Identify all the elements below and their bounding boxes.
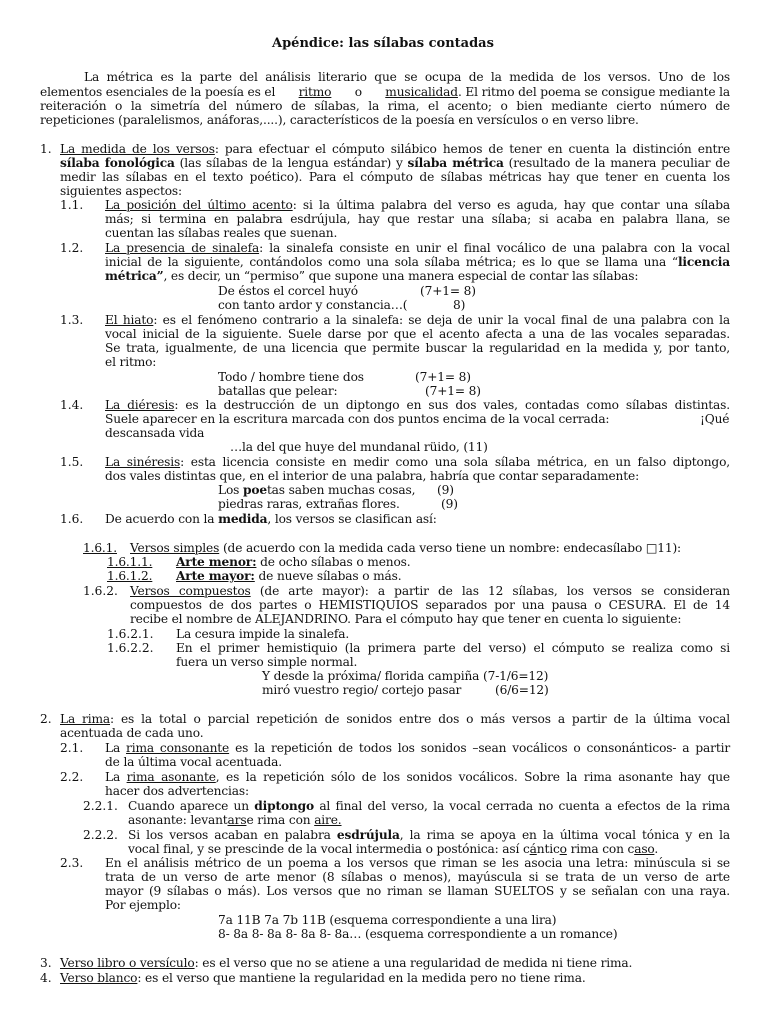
subsection-number: 1.1.: [60, 198, 84, 212]
s12-line-3: [105, 269, 638, 283]
s222-line-1: [128, 828, 730, 842]
s12-line-1: [105, 241, 730, 255]
s1622-line-2: fuera un verso simple normal.: [176, 655, 358, 669]
subsection-number: 1.3.: [60, 313, 84, 327]
rhyme-highlight: aso: [634, 842, 655, 856]
section-number: 2.: [40, 712, 52, 726]
s11-line-2: más; si termina en palabra esdrújula, hay que restar una sílaba; si acaba en palabra llana, se: [105, 212, 730, 226]
s222-text: , la rima se apoya en la última vocal tónica y en la: [399, 828, 730, 842]
term-bold: esdrújula: [336, 828, 400, 842]
intro-line-1: La métrica es la parte del análisis literario que se ocupa de la medida de los versos. Uno de los: [84, 70, 730, 84]
subsection-heading: La presencia de sinalefa: [105, 241, 260, 255]
verse-example: [218, 483, 415, 497]
syllable-count: (6/6=12): [495, 683, 549, 697]
section-heading: La rima: [60, 712, 110, 726]
subsection-number: 1.4.: [60, 398, 84, 412]
s221-text: al final del verso, la vocal cerrada no cuenta a efectos de la rima: [314, 799, 730, 813]
subsection-number: 1.6.2.: [83, 584, 118, 598]
s2-line-2: acentuada de cada uno.: [60, 726, 204, 740]
syllable-count: (7+1= 8): [420, 284, 476, 298]
subsection-number: 1.6.: [60, 512, 84, 526]
syllable-count: (7+1= 8): [415, 370, 471, 384]
s15-line-1: [105, 455, 730, 469]
s11-text: : si la última palabra del verso es aguda, hay que contar una sílaba: [292, 198, 730, 212]
s1-text: : para efectuar el cómputo silábico hemos de tener en cuenta la distinción entre: [214, 142, 731, 156]
s16-text: De acuerdo con la: [105, 512, 219, 526]
term-bold: licencia: [677, 255, 730, 269]
subsection-heading: El hiato: [105, 313, 154, 327]
term-bold: diptongo: [254, 799, 314, 813]
s1621-line: La cesura impide la sinalefa.: [176, 627, 350, 641]
subsection-number: 2.2.1.: [83, 799, 118, 813]
s221-text: asonante: levant: [128, 813, 228, 827]
s23-line-1: En el análisis métrico de un poema a los versos que riman se les asocia una letra: minúscula si se: [105, 856, 730, 870]
section-heading: La medida de los versos: [60, 142, 215, 156]
intro-line-3: reiteración o la simetría del número de sílabas, la rima, el acento; o bien mediante cierto número de: [40, 99, 730, 113]
term-bold: Arte mayor:: [176, 569, 255, 583]
verse-example: Y desde la próxima/ florida campiña (7-1/6=12): [262, 669, 549, 683]
s2-line-1: [60, 712, 730, 726]
verse-example: miró vuestro regio/ cortejo pasar: [262, 683, 462, 697]
subsection-heading: rima asonante: [126, 770, 216, 784]
s1611-line: [176, 555, 410, 569]
subsection-number: 1.6.1.: [83, 541, 117, 555]
term-bold: medida: [218, 512, 268, 526]
subsection-number: 1.6.2.2.: [107, 641, 154, 655]
subsection-number: 2.2.2.: [83, 828, 118, 842]
subsection-heading: La diéresis: [105, 398, 175, 412]
s21-text: es la repetición de todos los sonidos –sean vocálicos o consonánticos- a partir: [229, 741, 730, 755]
verse-example: De éstos el corcel huyó: [218, 284, 358, 298]
verse-example: Todo / hombre tiene dos: [218, 370, 364, 384]
rhyme-scheme: 7a 11B 7a 7b 11B (esquema correspondiente a una lira): [218, 913, 557, 927]
s162-line-3: recibe el nombre de ALEJANDRINO. Para el cómputo hay que tener en cuenta lo siguiente:: [130, 612, 682, 626]
s222-text: vocal final, y se prescinde de la vocal intermedia o postónica: así c: [128, 842, 530, 856]
s2-text: : es la total o parcial repetición de sonidos entre dos o más versos a partir de la última vocal: [110, 712, 730, 726]
s14-line-2-end: ¡Qué: [700, 412, 730, 426]
s13-line-2: vocal inicial de la siguiente. Suele darse por que el acento afecta a una de las vocales separadas.: [105, 327, 730, 341]
section-heading: Verso libro o versículo: [60, 956, 195, 970]
rhyme-highlight: ars: [227, 813, 247, 827]
syllable-count: (9): [437, 483, 454, 497]
s21-text: La: [105, 741, 127, 755]
s4-line: [60, 971, 586, 985]
s23-line-4: Por ejemplo:: [105, 898, 181, 912]
s12-text: : la sinalefa consiste en unir el final vocálico de una palabra con la vocal: [259, 241, 730, 255]
subsection-number: 1.5.: [60, 455, 84, 469]
s22-text: , es la repetición sólo de los sonidos vocálicos. Sobre la rima asonante hay que: [215, 770, 730, 784]
intro-text: . El ritmo del poema se consigue mediante la: [457, 85, 730, 99]
section-heading: Verso blanco: [60, 971, 138, 985]
s1612-line: [176, 569, 402, 583]
s14-text: : es la destrucción de un diptongo en sus dos vales, contadas como sílabas distintas.: [174, 398, 730, 412]
syllable-count: 8): [453, 298, 466, 312]
verse-text: tas saben muchas cosas,: [266, 483, 416, 497]
intro-text-wrap: [385, 85, 730, 99]
s221-text: e rima con: [246, 813, 315, 827]
s1622-line-1: En el primer hemistiquio (la primera parte del verso) el cómputo se realiza como si: [176, 641, 730, 655]
verse-text: Los: [218, 483, 243, 497]
rhyme-highlight: á: [529, 842, 537, 856]
s1-text: (las sílabas de la lengua estándar) y: [174, 156, 408, 170]
s222-text: ntic: [536, 842, 560, 856]
s13-line-3: Se trata, igualmente, de una licencia que permite buscar la regularidad en la medida y, por tanto,: [105, 341, 730, 355]
section-number: 3.: [40, 956, 52, 970]
s3-line: [60, 956, 632, 970]
s221-line-2: [128, 813, 342, 827]
s1-line-4: siguientes aspectos:: [60, 184, 182, 198]
s162-line-2: compuestos de dos partes o HEMISTIQUIOS separados por una pausa o CESURA. El de 14: [130, 598, 730, 612]
term-bold: Arte menor:: [176, 555, 257, 569]
subsection-number: 1.6.2.1.: [107, 627, 154, 641]
verse-example: con tanto ardor y constancia…(: [218, 298, 408, 312]
s12-text: , es decir, un “permiso” que supone una manera especial de contar las sílabas:: [163, 269, 639, 283]
s16-text: , los versos se clasifican así:: [267, 512, 437, 526]
s221-text: Cuando aparece un: [128, 799, 255, 813]
s12-line-2: [105, 255, 730, 269]
intro-ritmo: ritmo: [298, 85, 332, 99]
s22-line-1: [105, 770, 730, 784]
subsection-heading: La posición del último acento: [105, 198, 293, 212]
s22-line-2: hacer dos advertencias:: [105, 784, 249, 798]
s1612-text: de nueve sílabas o más.: [254, 569, 402, 583]
s161-line-1: [130, 541, 681, 555]
intro-line-2: [40, 85, 730, 99]
s23-line-2: trata de un verso de arte menor (8 sílabas o menos), mayúscula si se trata de un verso de arte: [105, 870, 730, 884]
rhyme-highlight: aire.: [314, 813, 342, 827]
s13-line-1: [105, 313, 730, 327]
syllable-count: (7+1= 8): [425, 384, 481, 398]
s162-line-1: [130, 584, 730, 598]
term-bold: sílaba fonológica: [60, 156, 175, 170]
subsection-heading: Versos simples: [130, 541, 220, 555]
intro-text: o: [354, 85, 362, 99]
s222-text: .: [654, 842, 659, 856]
subsection-number: 2.3.: [60, 856, 84, 870]
subsection-number: 2.1.: [60, 741, 84, 755]
s23-line-3: mayor (9 sílabas o más). Los versos que no riman se llaman SUELTOS y se señalan con una raya.: [105, 884, 730, 898]
subsection-number: 2.2.: [60, 770, 84, 784]
page-title: Apéndice: las sílabas contadas: [272, 36, 494, 51]
section-number: 1.: [40, 142, 52, 156]
s221-line-1: [128, 799, 730, 813]
verse-example: batallas que pelear:: [218, 384, 338, 398]
s14-line-3: descansada vida: [105, 426, 205, 440]
intro-line-4: repeticiones (paralelismos, anáforas,....), característicos de la poesía en versículos o en verso libre.: [40, 113, 639, 127]
subsection-number: 1.6.1.2.: [107, 569, 153, 583]
s11-line-3: cuentan las sílabas reales que suenan.: [105, 226, 338, 240]
s12-text: inicial de la siguiente, contándolos como una sola sílaba métrica; es lo que se llama una “: [105, 255, 678, 269]
s11-line-1: [105, 198, 730, 212]
intro-musicalidad: musicalidad: [385, 85, 458, 99]
s21-line-2: de la última vocal acentuada.: [105, 755, 283, 769]
verse-highlight: poe: [242, 483, 267, 497]
section-number: 4.: [40, 971, 52, 985]
subsection-heading: rima consonante: [126, 741, 230, 755]
s1-line-1: [60, 142, 730, 156]
s1611-text: de ocho sílabas o menos.: [256, 555, 411, 569]
subsection-heading: La sinéresis: [105, 455, 181, 469]
s22-text: La: [105, 770, 127, 784]
subsection-heading: Versos compuestos: [130, 584, 251, 598]
s13-line-4: el ritmo:: [105, 355, 157, 369]
s14-line-1: [105, 398, 730, 412]
s13-text: : es el fenómeno contrario a la sinalefa: se deja de unir la vocal final de una palabra con la: [153, 313, 730, 327]
s14-line-2: Suele aparecer en la escritura marcada con dos puntos encima de la vocal cerrada:: [105, 412, 610, 426]
term-bold: sílaba métrica: [407, 156, 504, 170]
s222-line-2: [128, 842, 658, 856]
verse-example: …la del que huye del mundanal rüido, (11): [230, 440, 488, 454]
rhyme-scheme: 8- 8a 8- 8a 8- 8a 8- 8a… (esquema correspondiente a un romance): [218, 927, 618, 941]
term-bold: métrica”: [105, 269, 164, 283]
syllable-count: (9): [441, 497, 458, 511]
subsection-number: 1.6.1.1.: [107, 555, 153, 569]
s3-text: : es el verso que no se atiene a una regularidad de medida ni tiene rima.: [194, 956, 633, 970]
verse-example: piedras raras, extrañas flores.: [218, 497, 400, 511]
s1-line-2: [60, 156, 730, 170]
subsection-number: 1.2.: [60, 241, 84, 255]
rhyme-highlight: o: [559, 842, 567, 856]
s4-text: : es el verso que mantiene la regularidad en la medida pero no tiene rima.: [137, 971, 586, 985]
intro-text: elementos esenciales de la poesía es el: [40, 85, 276, 99]
s16-line-1: [105, 512, 437, 526]
s1-text: (resultado de la manera peculiar de: [503, 156, 730, 170]
s222-text: rima con c: [566, 842, 635, 856]
s162-text: (de arte mayor): a partir de las 12 sílabas, los versos se consideran: [250, 584, 730, 598]
s161-text: (de acuerdo con la medida cada verso tiene un nombre: endecasílabo □11):: [219, 541, 681, 555]
s15-line-2: dos vales distintas que, en el interior de una palabra, habría que contar separadamente:: [105, 469, 640, 483]
s1-line-3: medir las sílabas en el texto poético). Para el cómputo de sílabas métricas hay que tener en cuenta los: [60, 170, 730, 184]
s21-line-1: [105, 741, 730, 755]
s15-text: : esta licencia consiste en medir como una sola sílaba métrica, en un falso diptongo,: [180, 455, 730, 469]
s222-text: Si los versos acaban en palabra: [128, 828, 337, 842]
